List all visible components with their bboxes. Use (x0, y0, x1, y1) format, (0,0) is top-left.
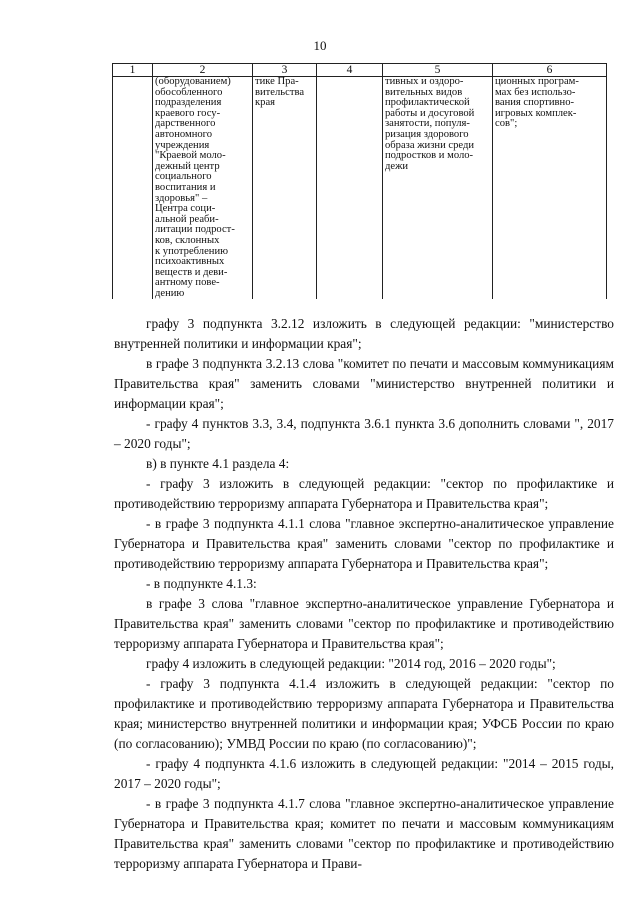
paragraph: - графу 4 подпункта 4.1.6 изложить в следующей редакции: "2014 – 2015 годы, 2017 – 2020 годы"; (114, 756, 614, 791)
paragraph: - графу 3 изложить в следующей редакции: "сектор по профилактике и противодействию терроризму аппарата Губернатора и Правительства края"; (114, 476, 614, 511)
body-text (114, 314, 614, 874)
paragraph: графу 3 подпункта 3.2.12 изложить в следующей редакции: "министерство внутренней политики и информации края"; (114, 316, 614, 351)
program-table (112, 63, 607, 299)
table-row (113, 77, 607, 300)
column-number: 3 (253, 64, 317, 77)
paragraph: - графу 3 подпункта 4.1.4 изложить в следующей редакции: "сектор по профилактике и противодействию терроризму аппарата Губернатора и Правительства края; министерство внутренней политики и информации края; УФСБ России по краю (по согласованию); УМВД России по краю (по согласованию)"; (114, 676, 614, 751)
paragraph: в графе 3 подпункта 3.2.13 слова "комитет по печати и массовым коммуникациям Правительства края" заменить словами "министерство внутренней политики и информации края"; (114, 356, 614, 411)
column-number: 1 (113, 64, 153, 77)
paragraph: в) в пункте 4.1 раздела 4: (146, 456, 290, 471)
table-header-row (113, 64, 607, 77)
table-cell (113, 77, 153, 300)
table-cell: (оборудованием) обособленного подразделения краевого госу- дарственного автономного учреждения "Краевой моло- дежный центр социального воспитания и здоровья" – Центра соци- альной реаби- литации подрост- ков, склонных к употреблению психоактивных веществ и деви- антному пове- дению (153, 77, 253, 300)
paragraph: - в графе 3 подпункта 4.1.7 слова "главное экспертно-аналитическое управление Губернатора и Правительства края; комитет по печати и массовым коммуникациям Правительства края" заменить словами "сектор по профилактике и противодействию терроризму аппарата Губернатора и Прави- (114, 796, 614, 871)
paragraph: в графе 3 слова "главное экспертно-аналитическое управление Губернатора и Правительства края" заменить словами "сектор по профилактике и противодействию терроризму аппарата Губернатора и Правительства края"; (114, 596, 614, 651)
column-number: 6 (493, 64, 607, 77)
table-cell: ционных програм- мах без использо- вания спортивно- игровых комплек- сов"; (493, 77, 607, 300)
table-cell: тике Пра- вительства края (253, 77, 317, 300)
paragraph: - в графе 3 подпункта 4.1.1 слова "главное экспертно-аналитическое управление Губернатора и Правительства края" заменить словами "сектор по профилактике и противодействию терроризму аппарата Губернатора и Правительства края"; (114, 516, 614, 571)
paragraph: графу 4 изложить в следующей редакции: "2014 год, 2016 – 2020 годы"; (146, 656, 556, 671)
paragraph: - графу 4 пунктов 3.3, 3.4, подпункта 3.6.1 пункта 3.6 дополнить словами ", 2017 – 2020 годы"; (114, 416, 614, 451)
table-cell: тивных и оздоро- вительных видов профилактической работы и досуговой занятости, популя- ризация здорового образа жизни среди подростков и моло- дежи (383, 77, 493, 300)
column-number: 4 (317, 64, 383, 77)
paragraph: - в подпункте 4.1.3: (146, 576, 257, 591)
table-cell (317, 77, 383, 300)
page-number: 10 (313, 38, 327, 53)
column-number: 2 (153, 64, 253, 77)
column-number: 5 (383, 64, 493, 77)
